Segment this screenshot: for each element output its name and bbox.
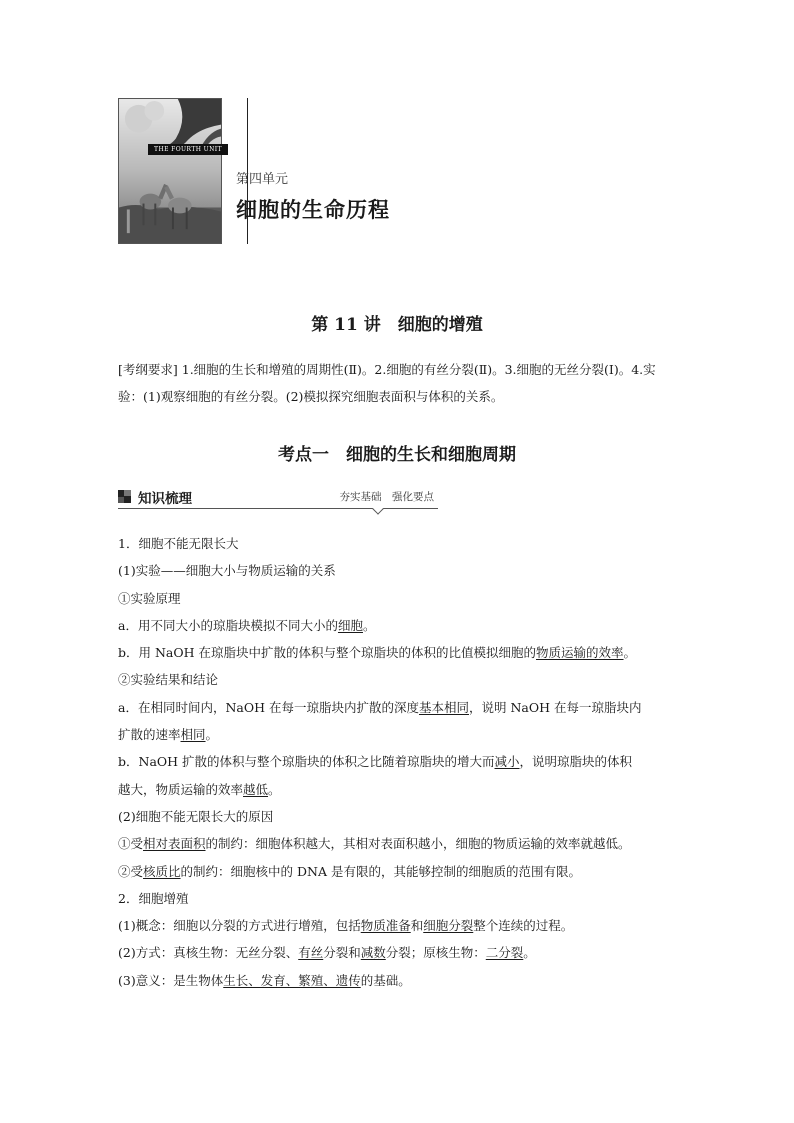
unit-tag: THE FOURTH UNIT	[148, 144, 228, 155]
line-segment: ②受	[118, 863, 144, 879]
line-segment: b．NaOH 扩散的体积与整个琼脂块的体积之比随着琼脂块的增大而	[118, 754, 495, 770]
line-segment: ，说明琼脂块的体积	[519, 754, 633, 770]
knowledge-square-icon	[118, 490, 131, 503]
blank-answer: 相对表面积	[143, 836, 206, 852]
line-segment: 。	[623, 645, 637, 661]
blank-answer: 基本相同	[418, 699, 469, 715]
line-segment: 整个连续的过程。	[473, 918, 574, 934]
text-line	[118, 830, 686, 857]
text-line	[118, 585, 686, 612]
blank-answer: 核质比	[143, 863, 181, 879]
line-segment: (2)细胞不能无限长大的原因	[118, 808, 274, 824]
text-line	[118, 721, 686, 748]
line-segment: 的制约：细胞核中的 DNA 是有限的，其能够控制的细胞质的范围有限。	[180, 863, 581, 879]
text-line	[118, 530, 686, 557]
lecture-title: 第 11 讲 细胞的增殖	[311, 315, 483, 335]
line-segment: 分裂；原核生物：	[385, 945, 486, 961]
blank-answer: 物质运输的效率	[536, 645, 624, 661]
text-line	[118, 694, 686, 721]
line-segment: ②实验结果和结论	[118, 672, 219, 688]
line-segment: (2)方式：真核生物：无丝分裂、	[118, 945, 299, 961]
text-line	[118, 639, 686, 666]
unit-title: 细胞的生命历程	[236, 198, 390, 222]
blank-answer: 二分裂	[485, 945, 524, 961]
line-segment: a．在相同时间内，NaOH 在每一琼脂块内扩散的深度	[118, 699, 419, 715]
text-line	[118, 803, 686, 830]
text-line	[118, 748, 686, 775]
text-line	[118, 912, 686, 939]
blank-answer: 相同	[180, 727, 206, 743]
blank-answer: 物质准备	[360, 918, 411, 934]
text-line	[118, 885, 686, 912]
requirements-label: [考纲要求]	[118, 362, 178, 377]
line-segment: ①受	[118, 836, 144, 852]
blank-answer: 有丝	[298, 945, 324, 961]
blank-answer: 越低	[243, 781, 269, 797]
line-segment: ①实验原理	[118, 590, 181, 606]
unit-label: 第四单元	[236, 172, 289, 187]
requirements-text: 1.细胞的生长和增殖的周期性(Ⅱ)。2.细胞的有丝分裂(Ⅱ)。3.细胞的无丝分裂(Ⅰ)。4.实验：(1)观察细胞的有丝分裂。(2)模拟探究细胞表面积与体积的关系。	[118, 362, 656, 404]
text-line	[118, 776, 686, 803]
line-segment: 。	[523, 945, 536, 961]
knowledge-bar-rule	[118, 508, 438, 509]
blank-answer: 细胞	[337, 617, 363, 633]
knowledge-bar-subtitle: 夯实基础 强化要点	[339, 491, 434, 503]
blank-answer: 减小	[494, 754, 520, 770]
line-segment: ，说明 NaOH 在每一琼脂块内	[468, 699, 642, 715]
line-segment: (1)实验——细胞大小与物质运输的关系	[118, 563, 336, 579]
text-line	[118, 858, 686, 885]
blank-answer: 生长、发育、繁殖、遗传	[223, 972, 361, 988]
line-segment: 。	[268, 781, 281, 797]
line-segment: 1．细胞不能无限长大	[118, 536, 239, 551]
line-segment: 的制约：细胞体积越大，其相对表面积越小，细胞的物质运输的效率就越低。	[205, 836, 631, 852]
knowledge-bar-title: 知识梳理	[138, 491, 192, 507]
text-line	[118, 612, 686, 639]
line-segment: a．用不同大小的琼脂块模拟不同大小的	[118, 617, 338, 633]
text-line	[118, 967, 686, 994]
unit-cover-photo	[118, 98, 222, 244]
blank-answer: 细胞分裂	[423, 918, 474, 934]
line-segment: 越大，物质运输的效率	[118, 781, 244, 797]
line-segment: b．用 NaOH 在琼脂块中扩散的体积与整个琼脂块的体积的比值模拟细胞的	[118, 645, 536, 661]
line-segment: 扩散的速率	[118, 727, 181, 743]
line-segment: 。	[362, 617, 376, 633]
line-segment: 的基础。	[360, 972, 411, 988]
knowledge-bar-notch	[372, 503, 383, 514]
text-line	[118, 939, 686, 966]
line-segment: (3)意义：是生物体	[118, 972, 224, 988]
blank-answer: 减数	[360, 945, 386, 961]
text-line	[118, 557, 686, 584]
body-content	[118, 530, 686, 994]
line-segment: 2．细胞增殖	[118, 890, 189, 906]
line-segment: 和	[410, 918, 424, 934]
line-segment: 分裂和	[323, 945, 361, 961]
text-line	[118, 666, 686, 693]
line-segment: 。	[205, 727, 219, 743]
section-title: 考点一 细胞的生长和细胞周期	[278, 445, 516, 465]
knowledge-bar	[118, 486, 438, 512]
syllabus-requirements	[118, 356, 680, 410]
line-segment: (1)概念：细胞以分裂的方式进行增殖，包括	[118, 918, 361, 934]
